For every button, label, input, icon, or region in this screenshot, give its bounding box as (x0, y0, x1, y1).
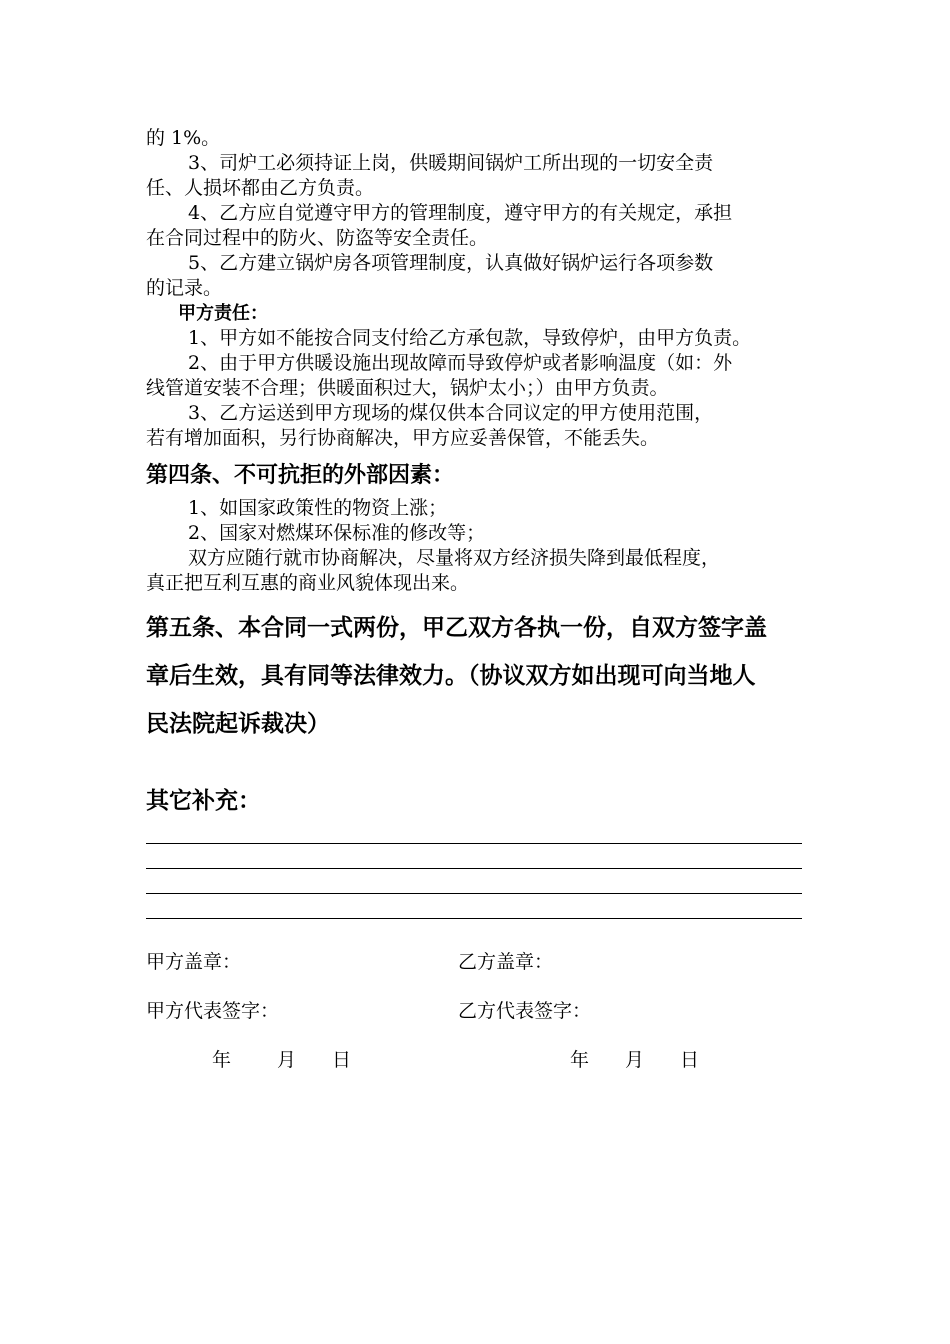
party-a-date (212, 1045, 351, 1072)
month-label: 月 (625, 1049, 645, 1071)
month-label: 月 (277, 1049, 297, 1071)
year-label: 年 (570, 1049, 590, 1071)
article-5-line: 章后生效，具有同等法律效力。（协议双方如出现可向当地人 (146, 663, 756, 689)
paragraph-line: 的记录。 (146, 277, 223, 299)
party-b-rep-label: 乙方代表签字： (458, 1000, 592, 1022)
paragraph-line: 2、国家对燃煤环保标准的修改等； (188, 522, 486, 544)
paragraph-line: 双方应随行就市协商解决，尽量将双方经济损失降到最低程度， (188, 547, 721, 569)
paragraph-line: 4、乙方应自觉遵守甲方的管理制度，遵守甲方的有关规定，承担 (188, 202, 733, 224)
paragraph-line: 线管道安装不合理；供暖面积过大，锅炉太小；）由甲方负责。 (146, 377, 669, 399)
blank-line (146, 843, 802, 844)
article-4-heading: 第四条、不可抗拒的外部因素： (146, 463, 455, 488)
party-a-responsibility-heading: 甲方责任： (178, 303, 268, 324)
party-a-rep-label: 甲方代表签字： (146, 1000, 280, 1022)
paragraph-line: 真正把互利互惠的商业风貌体现出来。 (146, 572, 470, 594)
paragraph-line: 在合同过程中的防火、防盗等安全责任。 (146, 227, 489, 249)
article-5-line: 第五条、本合同一式两份，甲乙双方各执一份，自双方签字盖 (146, 615, 767, 641)
paragraph-line: 1、甲方如不能按合同支付给乙方承包款，导致停炉，由甲方负责。 (188, 327, 752, 349)
paragraph-line: 任、人损坏都由乙方负责。 (146, 177, 375, 199)
article-5 (146, 604, 826, 748)
article-4-body (146, 496, 826, 596)
paragraph-line: 1、如国家政策性的物资上涨； (188, 497, 448, 519)
party-b-seal-label: 乙方盖章： (458, 951, 554, 973)
article-5-line: 民法院起诉裁决） (146, 711, 330, 737)
blank-line (146, 868, 802, 869)
party-b-date (570, 1045, 699, 1072)
year-label: 年 (212, 1049, 232, 1071)
contract-continuation (146, 126, 826, 451)
paragraph-line: 的 1%。 (146, 127, 221, 149)
day-label: 日 (680, 1049, 700, 1071)
blank-line (146, 918, 802, 919)
supplement-heading: 其它补充： (146, 788, 261, 814)
paragraph-line: 3、司炉工必须持证上岗，供暖期间锅炉工所出现的一切安全责 (188, 152, 714, 174)
paragraph-line: 若有增加面积，另行协商解决，甲方应妥善保管，不能丢失。 (146, 427, 660, 449)
blank-line (146, 893, 802, 894)
paragraph-line: 3、乙方运送到甲方现场的煤仅供本合同议定的甲方使用范围， (188, 402, 714, 424)
day-label: 日 (332, 1049, 352, 1071)
party-a-seal-label: 甲方盖章： (146, 951, 242, 973)
paragraph-line: 5、乙方建立锅炉房各项管理制度，认真做好锅炉运行各项参数 (188, 252, 714, 274)
paragraph-line: 2、由于甲方供暖设施出现故障而导致停炉或者影响温度（如：外 (188, 352, 733, 374)
